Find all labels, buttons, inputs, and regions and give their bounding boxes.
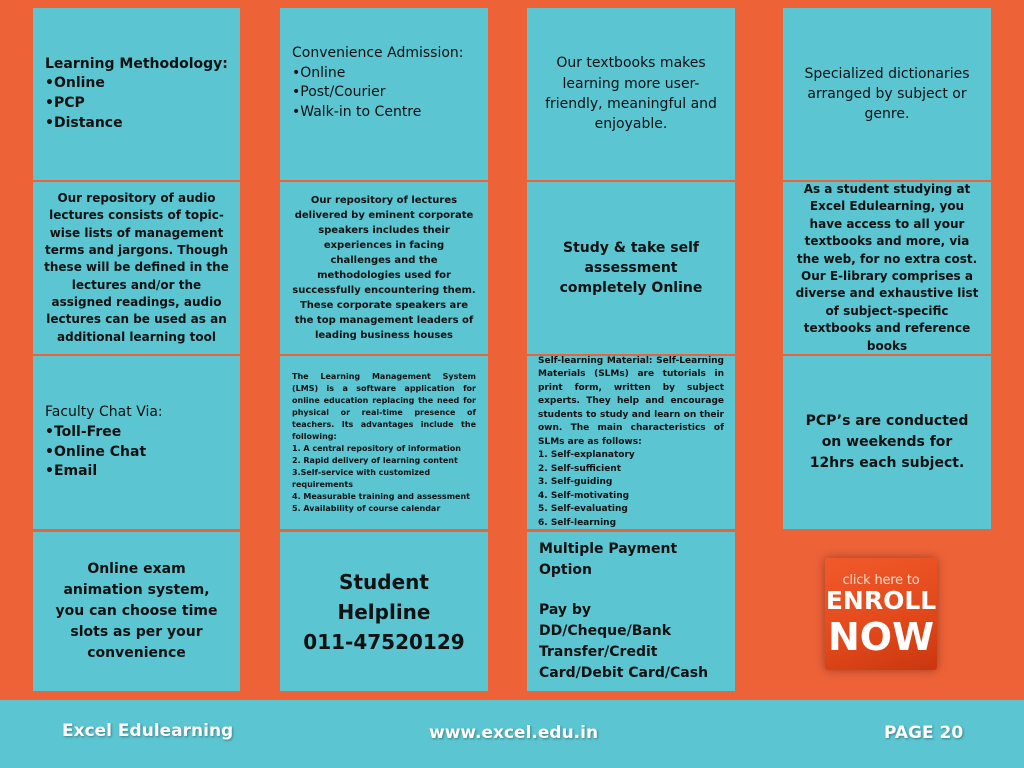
faculty-chat-tile [33, 356, 240, 529]
admission-item-post: •Post/Courier [292, 84, 386, 101]
lms-item-3: 3.Self-service with customized requirements [292, 467, 431, 489]
pcp-tile [783, 356, 991, 529]
pcp-text: PCP’s are conducted on weekends for 12hrs each subject. [805, 413, 969, 471]
elibrary-text: As a student studying at Excel Edulearning, you have access to all your textbooks and more, via the web, for no extra cost. Our E-library comprises a diverse and exhaustive list of subject-specific textbooks and reference books [795, 182, 979, 353]
dictionaries-tile [783, 8, 991, 180]
payment-options-tile [527, 532, 735, 691]
methodology-title: Learning Methodology: [45, 55, 228, 72]
corporate-lectures-text: Our repository of lectures delivered by eminent corporate speakers includes their experiences in facing challenges and the methodologies used for successfully encountering them. These corporate speakers are the top management leaders of leading business houses [292, 195, 476, 341]
lms-intro: The Learning Management System (LMS) is a software application for online education replacing the need for physical or real-time presence of teachers. Its advantages include the following: [292, 371, 476, 441]
admission-item-walkin: •Walk-in to Centre [292, 103, 422, 120]
convenience-admission-tile [280, 8, 488, 180]
lms-item-1: 1. A central repository of information [292, 443, 461, 453]
methodology-item-distance: •Distance [45, 114, 123, 131]
lms-tile [280, 356, 488, 529]
dictionaries-text: Specialized dictionaries arranged by subject or genre. [804, 65, 970, 123]
lms-item-2: 2. Rapid delivery of learning content [292, 455, 458, 465]
elibrary-tile [783, 182, 991, 354]
helpline-title: Student Helpline [337, 569, 431, 624]
slm-item-5: 5. Self-evaluating [538, 504, 628, 515]
faculty-chat-item-tollfree: •Toll-Free [45, 423, 122, 440]
lms-item-5: 5. Availability of course calendar [292, 503, 441, 513]
payment-text: Pay by DD/Cheque/Bank Transfer/Credit Card/Debit Card/Cash [539, 602, 709, 681]
slm-item-3: 3. Self-guiding [538, 477, 613, 488]
enroll-big-text: ENROLL [825, 585, 937, 615]
faculty-chat-item-onlinechat: •Online Chat [45, 443, 147, 460]
footer-page-number: PAGE 20 [884, 723, 964, 743]
textbooks-text: Our textbooks makes learning more user-friendly, meaningful and enjoyable. [545, 55, 717, 133]
online-exam-text: Online exam animation system, you can choose time slots as per your convenience [55, 561, 218, 661]
admission-title: Convenience Admission: [292, 45, 464, 61]
slm-item-6: 6. Self-learning [538, 517, 617, 528]
slm-intro: Self-learning Material: Self-Learning Materials (SLMs) are tutorials in print form, written by subject experts. They help and encourage students to study and learn on their own. The main characteristics of SLMs are as follows: [538, 356, 724, 447]
slm-tile [527, 356, 735, 529]
faculty-chat-item-email: •Email [45, 463, 98, 480]
online-exam-tile [33, 532, 240, 691]
payment-title: Multiple Payment Option [539, 541, 678, 578]
audio-lectures-tile [33, 182, 240, 354]
slm-item-2: 2. Self-sufficient [538, 463, 622, 474]
footer-brand: Excel Edulearning [62, 721, 234, 741]
methodology-item-pcp: •PCP [45, 95, 85, 111]
lms-item-4: 4. Measurable training and assessment [292, 491, 470, 501]
footer-bar [0, 700, 1024, 768]
admission-item-online: •Online [292, 64, 346, 81]
footer-url[interactable]: www.excel.edu.in [429, 723, 599, 743]
helpline-number: 011-47520129 [303, 629, 465, 654]
learning-methodology-tile [33, 8, 240, 180]
faculty-chat-title: Faculty Chat Via: [45, 404, 163, 421]
enroll-now-text: NOW [827, 615, 935, 660]
slm-item-1: 1. Self-explanatory [538, 450, 635, 461]
methodology-item-online: •Online [45, 75, 105, 92]
audio-lectures-text: Our repository of audio lectures consists of topic-wise lists of management terms and jargons. Though these will be defined in the lectures and/or the assigned readings, audio lectures can be used as an additional learning tool [44, 190, 229, 344]
corporate-lectures-tile [280, 182, 488, 354]
self-assessment-text: Study & take self assessment completely Online [559, 239, 703, 297]
enroll-now-button[interactable] [825, 558, 937, 670]
enroll-small-text: click here to [842, 572, 920, 588]
self-assessment-tile [527, 182, 735, 354]
student-helpline-tile [280, 532, 488, 691]
textbooks-tile [527, 8, 735, 180]
slm-item-4: 4. Self-motivating [538, 490, 630, 501]
